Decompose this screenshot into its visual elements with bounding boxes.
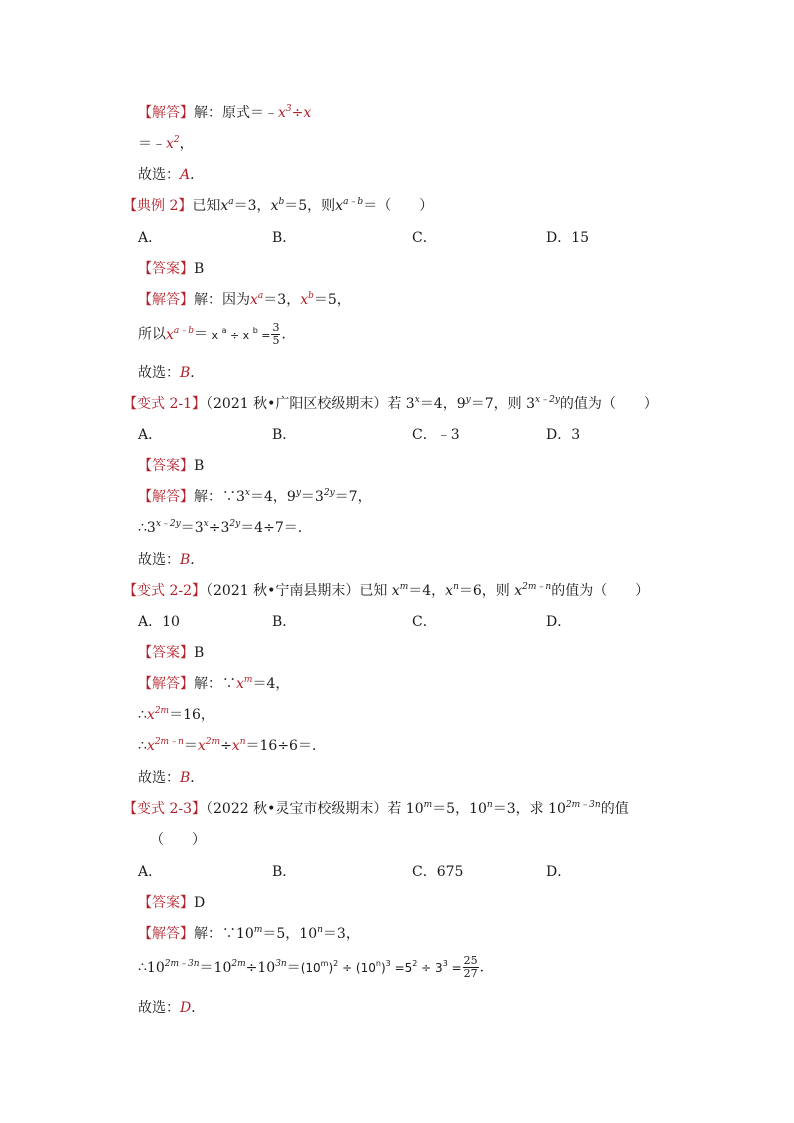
choice-a: A．	[138, 427, 163, 443]
solution-line: 【解答】解：原式$=﹣x^3\div x$	[138, 104, 312, 121]
fraction: $\frac{25}{27}$	[463, 954, 478, 980]
choice-b: B．	[272, 864, 297, 880]
solution-line: 【解答】解：$\because 3^x=4$，$9^y=3^{2y}=7$，	[138, 488, 372, 505]
variant-tag: 【变式 2-2】	[123, 583, 206, 599]
question-stem: 【典例 2】已知$x^a=3$，$x^b=5$，则$x^{a﹣b}=$（ ）	[123, 197, 434, 214]
answer-line: 【答案】B	[138, 645, 205, 661]
choice-result: 故选：B．	[138, 552, 205, 568]
choice-result: 故选：B．	[138, 365, 205, 381]
answer-line: 【答案】B	[138, 458, 205, 474]
choice-a: A．	[138, 864, 163, 880]
choice-d: D．	[546, 614, 572, 630]
variant-tag: 【变式 2-1】	[123, 396, 206, 412]
choice-d: D．15	[546, 230, 590, 246]
fraction: $\frac{3}{5}$	[272, 321, 280, 347]
choice-result: 故选：D．	[138, 1000, 206, 1016]
solution-line: $\therefore 10^{2m﹣3n}=10^{2m}\div 10^{3n}=(10^m)^2 \div (10^n)^3 =5^2 \div 3^3$ = $\frac{25}{27}$ ．	[138, 954, 494, 980]
choice-d: D．	[546, 864, 572, 880]
choice-c: C．	[412, 614, 437, 630]
example-tag: 【典例 2】	[123, 198, 193, 214]
choice-b: B．	[272, 427, 297, 443]
choice-c: C．	[412, 230, 437, 246]
answer-line: 【答案】D	[138, 895, 206, 911]
solution-line: 所以$x^{a﹣b}= x$ $^a$ ÷ x $^b$ = $\frac{3}{5}$ ．	[138, 321, 296, 347]
choice-result: 故选：A．	[138, 167, 205, 183]
solution-line: 【解答】解：因为$x^a=3$，$x^b=5$，	[138, 291, 351, 308]
solution-line: 【解答】解：$\because 10^m=5$，$10^n=3$，	[138, 925, 360, 942]
question-stem: 【变式 2-2】（2021 秋•宁南县期末）已知 $x^m=4$，$x^n=6$，则 $x^{2m﹣n}$的值为（ ）	[123, 582, 650, 599]
solution-line: $=﹣x^2$，	[138, 135, 194, 152]
answer-paren: （ ）	[150, 832, 206, 848]
choice-d: D．3	[546, 427, 581, 443]
choice-a: A．10	[138, 614, 180, 630]
solution-line: 【解答】解：$\because x^m=4$，	[138, 675, 290, 692]
solution-line: $\therefore x^{2m﹣n}=x^{2m}\div x^n=16\div 6=$．	[138, 737, 326, 754]
answer-line: 【答案】B	[138, 261, 205, 277]
solution-line: $\therefore 3^{x﹣2y}=3^x\div 3^{2y}=4\div 7=$．	[138, 519, 312, 536]
solution-tag: 【解答】	[138, 105, 194, 121]
choice-a: A．	[138, 230, 163, 246]
choice-b: B．	[272, 614, 297, 630]
variant-tag: 【变式 2-3】	[123, 801, 206, 817]
question-stem: 【变式 2-1】（2021 秋•广阳区校级期末）若 $3^x=4$，$9^y=7$，则 $3^{x﹣2y}$的值为（ ）	[123, 395, 658, 412]
choice-c: C．675	[412, 864, 464, 880]
choice-b: B．	[272, 230, 297, 246]
question-stem: 【变式 2-3】（2022 秋•灵宝市校级期末）若 $10^m=5$，$10^n=3$，求 $10^{2m﹣3n}$的值	[123, 800, 629, 817]
choice-result: 故选：B．	[138, 770, 205, 786]
choice-c: C．﹣3	[412, 427, 460, 443]
solution-line: $\therefore x^{2m}=16$，	[138, 706, 215, 723]
